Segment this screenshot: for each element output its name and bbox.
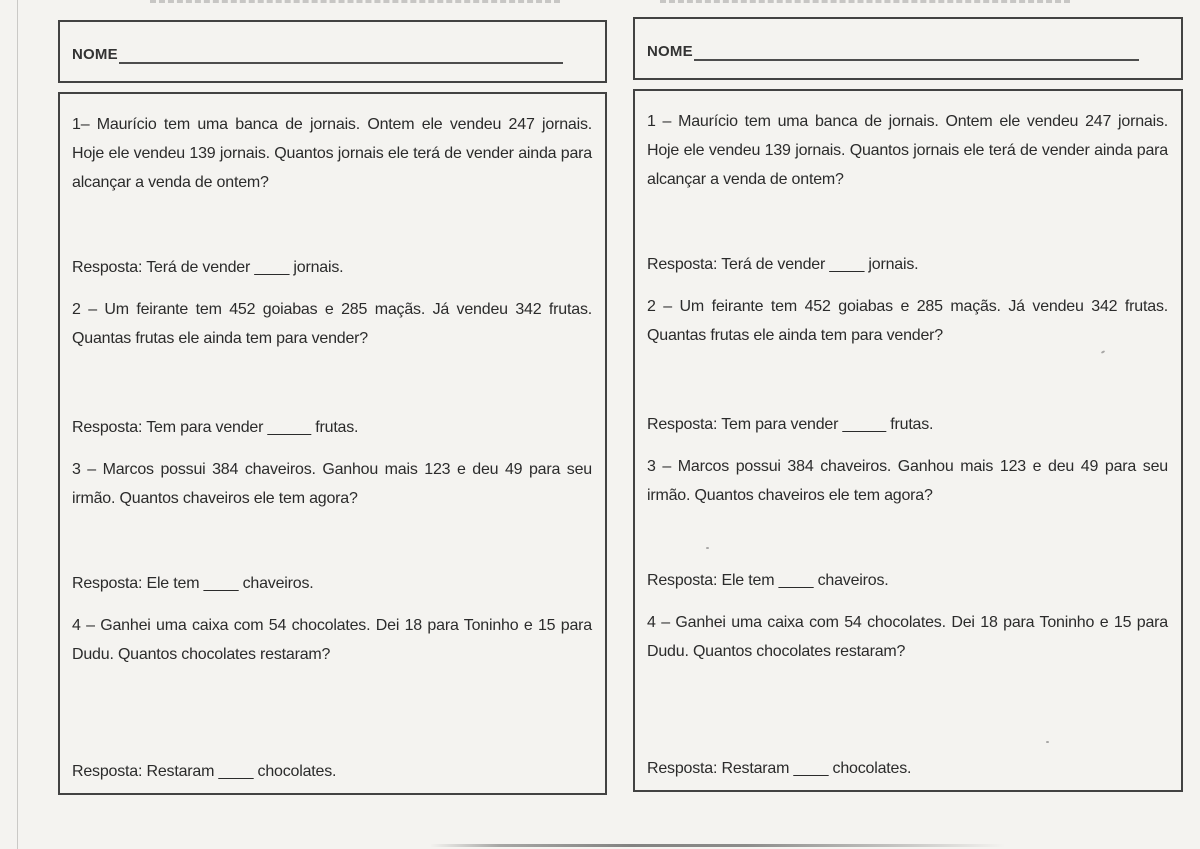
problem-2-answer-line: Resposta: Tem para vender _____ frutas. [647,416,934,433]
name-box [633,17,1183,80]
scan-edge-line [17,0,18,849]
problem-1-answer-line: Resposta: Terá de vender ____ jornais. [72,259,344,276]
problem-1-answer-line: Resposta: Terá de vender ____ jornais. [647,256,919,273]
scan-cutoff-top-left [150,0,560,3]
name-blank-line [694,59,1139,61]
name-blank-line [119,62,563,64]
problem-2-answer-line: Resposta: Tem para vender _____ frutas. [72,419,359,436]
worksheet-column-left [58,20,607,795]
scan-cutoff-top-right [660,0,1070,3]
problem-1-question: 1 – Maurício tem uma banca de jornais. Ontem ele vendeu 247 jornais. Hoje ele vendeu 139 jornais. Quantos jornais ele terá de vender ainda para alcançar a venda de ontem? [647,113,1168,188]
problem-4-question: 4 – Ganhei uma caixa com 54 chocolates. Dei 18 para Toninho e 15 para Dudu. Quantos chocolates restaram? [72,617,592,663]
problem-3-answer-line: Resposta: Ele tem ____ chaveiros. [72,575,314,592]
problem-2-question: 2 – Um feirante tem 452 goiabas e 285 maçãs. Já vendeu 342 frutas. Quantas frutas ele ainda tem para vender? [647,298,1168,344]
problem-4-answer-line: Resposta: Restaram ____ chocolates. [72,763,337,780]
problem-3-question: 3 – Marcos possui 384 chaveiros. Ganhou mais 123 e deu 49 para seu irmão. Quantos chaveiros ele tem agora? [647,458,1168,504]
problem-3-answer-line: Resposta: Ele tem ____ chaveiros. [647,572,889,589]
problem-4-question: 4 – Ganhei uma caixa com 54 chocolates. Dei 18 para Toninho e 15 para Dudu. Quantos chocolates restaram? [647,614,1168,660]
worksheet-column-right [633,17,1183,792]
name-label: NOME [72,46,118,63]
problem-2-question: 2 – Um feirante tem 452 goiabas e 285 maçãs. Já vendeu 342 frutas. Quantas frutas ele ainda tem para vender? [72,301,592,347]
problem-4-answer-line: Resposta: Restaram ____ chocolates. [647,760,912,777]
name-box [58,20,607,83]
name-label: NOME [647,43,693,60]
problem-1-question: 1– Maurício tem uma banca de jornais. Ontem ele vendeu 247 jornais. Hoje ele vendeu 139 jornais. Quantos jornais ele terá de vender ainda para alcançar a venda de ontem? [72,116,592,191]
problems-box [633,89,1183,792]
scan-cutoff-bottom [430,844,1005,847]
problems-box [58,92,607,795]
problem-3-question: 3 – Marcos possui 384 chaveiros. Ganhou mais 123 e deu 49 para seu irmão. Quantos chaveiros ele tem agora? [72,461,592,507]
